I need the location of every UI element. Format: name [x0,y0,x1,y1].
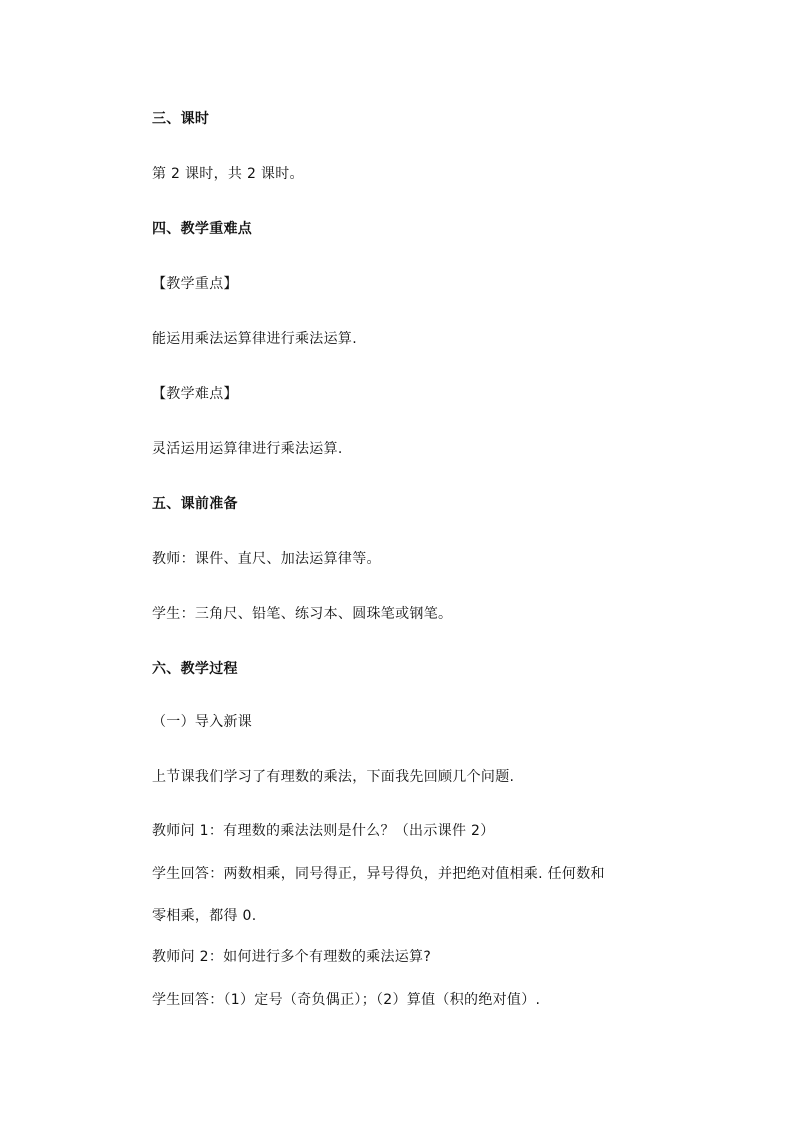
teacher-question-2: 教师问 2：如何进行多个有理数的乘法运算? [152,949,432,965]
class-hours-text: 第 2 课时，共 2 课时。 [152,166,304,182]
student-answer-2: 学生回答：（1）定号（奇负偶正）；（2）算值（积的绝对值）. [152,992,541,1008]
student-answer-1-line-2: 零相乘，都得 0. [152,908,257,924]
key-points-label: 【教学重点】 [152,276,238,292]
student-preparation-text: 学生：三角尺、铅笔、练习本、圆珠笔或钢笔。 [152,606,453,622]
section-heading-preparation: 五、课前准备 [152,496,238,512]
section-heading-key-difficult-points: 四、教学重难点 [152,221,253,237]
section-heading-class-hours: 三、课时 [152,111,210,127]
teacher-preparation-text: 教师：课件、直尺、加法运算律等。 [152,551,381,567]
difficult-points-label: 【教学难点】 [152,386,238,402]
difficult-points-text: 灵活运用运算律进行乘法运算. [152,441,343,457]
student-answer-1-line-1: 学生回答：两数相乘，同号得正，异号得负，并把绝对值相乘. 任何数和 [152,866,605,882]
teacher-question-1: 教师问 1：有理数的乘法法则是什么？（出示课件 2） [152,823,495,839]
subsection-heading-introduction: （一）导入新课 [152,714,253,730]
introduction-text: 上节课我们学习了有理数的乘法，下面我先回顾几个问题. [152,769,515,785]
section-heading-teaching-process: 六、教学过程 [152,661,238,677]
key-points-text: 能运用乘法运算律进行乘法运算. [152,331,357,347]
